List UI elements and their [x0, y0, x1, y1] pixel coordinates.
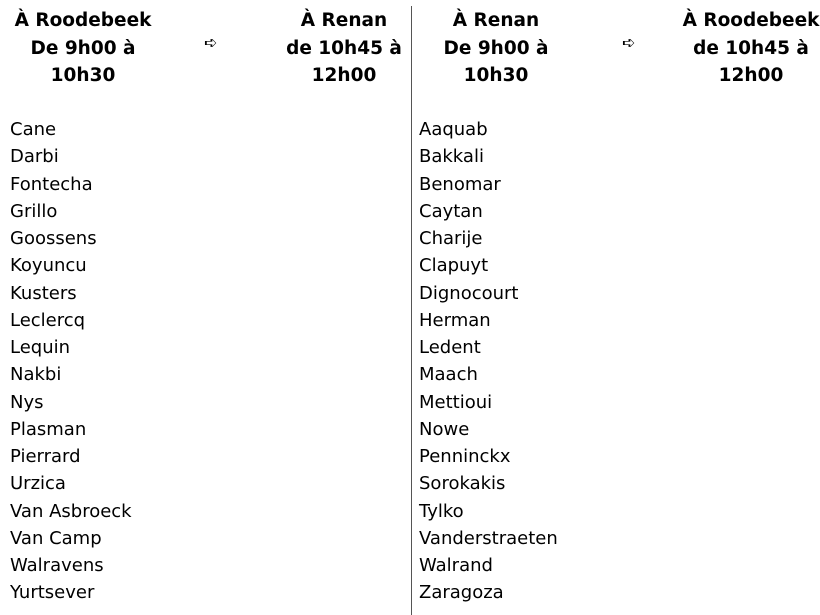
left-to-time-end: 12h00 — [311, 65, 377, 86]
right-to-time-start: de 10h45 à — [693, 37, 809, 59]
name-list-item: Clapuyt — [419, 255, 489, 277]
left-to-header — [284, 7, 404, 90]
left-from-header — [14, 7, 152, 90]
name-list-item: Aaquab — [419, 119, 488, 140]
name-list-item: Walravens — [10, 555, 104, 576]
right-from-destination: À Renan — [452, 10, 540, 31]
right-to-destination: À Roodebeek — [682, 10, 820, 31]
name-list-item: Urzica — [10, 473, 66, 495]
name-list-item: Bakkali — [419, 146, 484, 168]
name-list-item: Sorokakis — [419, 473, 506, 495]
name-list-item: Maach — [419, 364, 478, 386]
name-list-item: Van Asbroeck — [10, 500, 132, 522]
left-from-time-start: De 9h00 à — [30, 37, 136, 59]
right-to-time-end: 12h00 — [718, 65, 784, 86]
name-list-item: Pierrard — [10, 446, 81, 467]
name-list-item: Penninckx — [419, 446, 511, 467]
name-list-item: Benomar — [419, 173, 501, 195]
name-list-item: Yurtsever — [10, 582, 95, 604]
name-list-item: Zaragoza — [419, 582, 504, 604]
name-list-item: Tylko — [419, 500, 464, 522]
name-list-item: Walrand — [419, 555, 493, 576]
name-list-item: Vanderstraeten — [419, 527, 558, 549]
right-from-time-end: 10h30 — [463, 65, 529, 86]
right-name-list — [419, 116, 558, 607]
name-list-item: Herman — [419, 309, 491, 331]
name-list-item: Kusters — [10, 282, 77, 304]
right-to-header — [682, 7, 820, 90]
name-list-item: Grillo — [10, 200, 58, 222]
name-list-item: Charije — [419, 228, 483, 249]
name-list-item: Caytan — [419, 200, 483, 222]
left-name-list — [10, 116, 132, 607]
name-list-item: Van Camp — [10, 527, 102, 549]
left-from-time-end: 10h30 — [50, 65, 116, 86]
name-list-item: Nowe — [419, 418, 470, 440]
right-arrow-icon: ➪ — [622, 33, 636, 52]
right-from-header — [436, 7, 556, 90]
column-divider — [411, 6, 412, 615]
name-list-item: Darbi — [10, 146, 59, 168]
name-list-item: Leclercq — [10, 309, 86, 331]
name-list-item: Dignocourt — [419, 282, 519, 304]
left-to-destination: À Renan — [300, 10, 388, 31]
left-from-destination: À Roodebeek — [14, 10, 152, 31]
left-arrow-icon: ➪ — [204, 33, 218, 52]
name-list-item: Nys — [10, 391, 44, 413]
name-list-item: Fontecha — [10, 173, 93, 195]
name-list-item: Koyuncu — [10, 255, 87, 277]
name-list-item: Nakbi — [10, 364, 62, 386]
name-list-item: Mettioui — [419, 391, 493, 413]
name-list-item: Cane — [10, 119, 57, 140]
name-list-item: Lequin — [10, 337, 71, 358]
right-from-time-start: De 9h00 à — [443, 37, 549, 59]
left-to-time-start: de 10h45 à — [286, 37, 402, 59]
name-list-item: Goossens — [10, 228, 97, 249]
name-list-item: Plasman — [10, 418, 87, 440]
name-list-item: Ledent — [419, 337, 481, 358]
